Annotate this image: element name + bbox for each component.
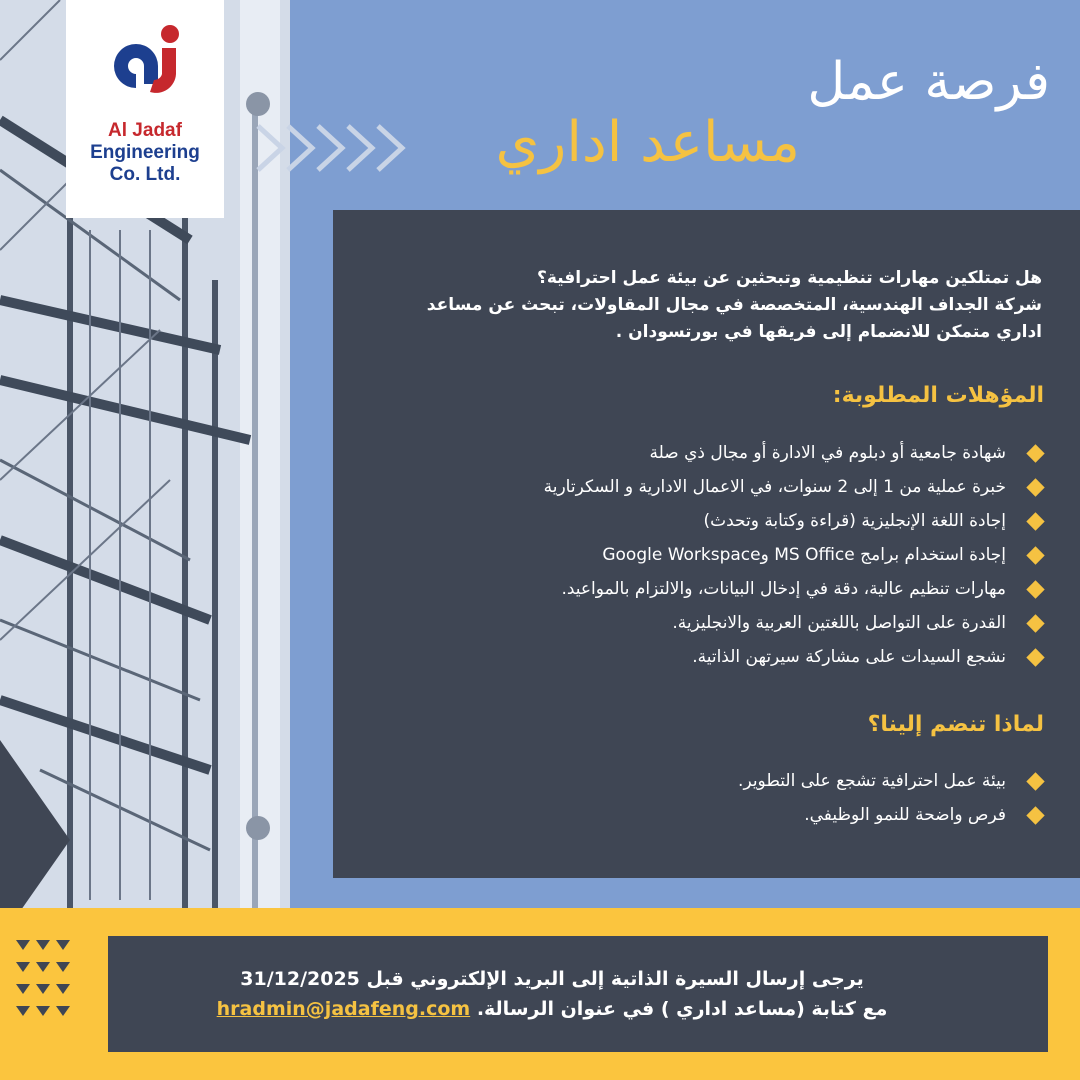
chevrons-icon [250,118,420,178]
apply-line-2 [172,994,932,1024]
list-item [364,642,1044,676]
diamond-bullet-icon [1026,772,1044,790]
qualifications-heading: المؤهلات المطلوبة: [832,383,1044,408]
logo-line-3: Co. Ltd. [109,164,181,185]
triangle-pattern-icon [16,940,76,1040]
diamond-bullet-icon [1026,512,1044,530]
diamond-bullet-icon [1026,444,1044,462]
item-text: إجادة استخدام برامج MS Office وGoogle Workspace [602,545,1006,565]
intro-text [362,265,1042,346]
diamond-bullet-icon [1026,648,1044,666]
diamond-bullet-icon [1026,546,1044,564]
list-item [364,766,1044,800]
apply-line-1: يرجى إرسال السيرة الذاتية إلى البريد الإلكتروني قبل 31/12/2025 [240,968,864,990]
item-text: نشجع السيدات على مشاركة سيرتهن الذاتية. [692,647,1006,667]
why-join-heading: لماذا تنضم إلينا؟ [867,712,1044,737]
item-text: شهادة جامعية أو دبلوم في الادارة أو مجال ذي صلة [649,443,1006,463]
apply-instructions [108,936,1048,1052]
list-item [364,438,1044,472]
list-item [364,472,1044,506]
list-item [364,540,1044,574]
why-join-list [364,766,1044,834]
logo-line-2: Engineering [90,142,200,163]
intro-line-1: هل تمتلكين مهارات تنظيمية وتبحثين عن بيئة عمل احترافية؟ [536,268,1042,288]
qualifications-list [364,438,1044,676]
diamond-bullet-icon [1026,614,1044,632]
list-item [364,574,1044,608]
item-text: القدرة على التواصل باللغتين العربية والانجليزية. [672,613,1006,633]
item-text: إجادة اللغة الإنجليزية (قراءة وكتابة وتحدث) [703,511,1006,531]
title-job-opportunity: فرصة عمل [807,52,1050,112]
diamond-bullet-icon [1026,806,1044,824]
intro-line-3: اداري متمكن للانضمام إلى فريقها في بورتسودان . [615,322,1042,342]
email-link[interactable]: hradmin@jadafeng.com [216,998,471,1020]
title-position: مساعد اداري [495,110,800,175]
list-item [364,506,1044,540]
logo-line-1: Al Jadaf [108,120,182,141]
item-text: بيئة عمل احترافية تشجع على التطوير. [738,771,1006,791]
details-panel [333,210,1080,878]
list-item [364,800,1044,834]
apply-line-2-text: مع كتابة (مساعد اداري ) في عنوان الرسالة. [476,998,888,1020]
company-logo [66,0,224,218]
item-text: فرص واضحة للنمو الوظيفي. [804,805,1006,825]
intro-line-2: شركة الجداف الهندسية، المتخصصة في مجال المقاولات، تبحث عن مساعد [426,295,1042,315]
item-text: خبرة عملية من 1 إلى 2 سنوات، في الاعمال الادارية و السكرتارية [543,477,1006,497]
diamond-bullet-icon [1026,580,1044,598]
aj-logo-icon [108,22,188,94]
diamond-bullet-icon [1026,478,1044,496]
item-text: مهارات تنظيم عالية، دقة في إدخال البيانات، والالتزام بالمواعيد. [561,579,1006,599]
list-item [364,608,1044,642]
